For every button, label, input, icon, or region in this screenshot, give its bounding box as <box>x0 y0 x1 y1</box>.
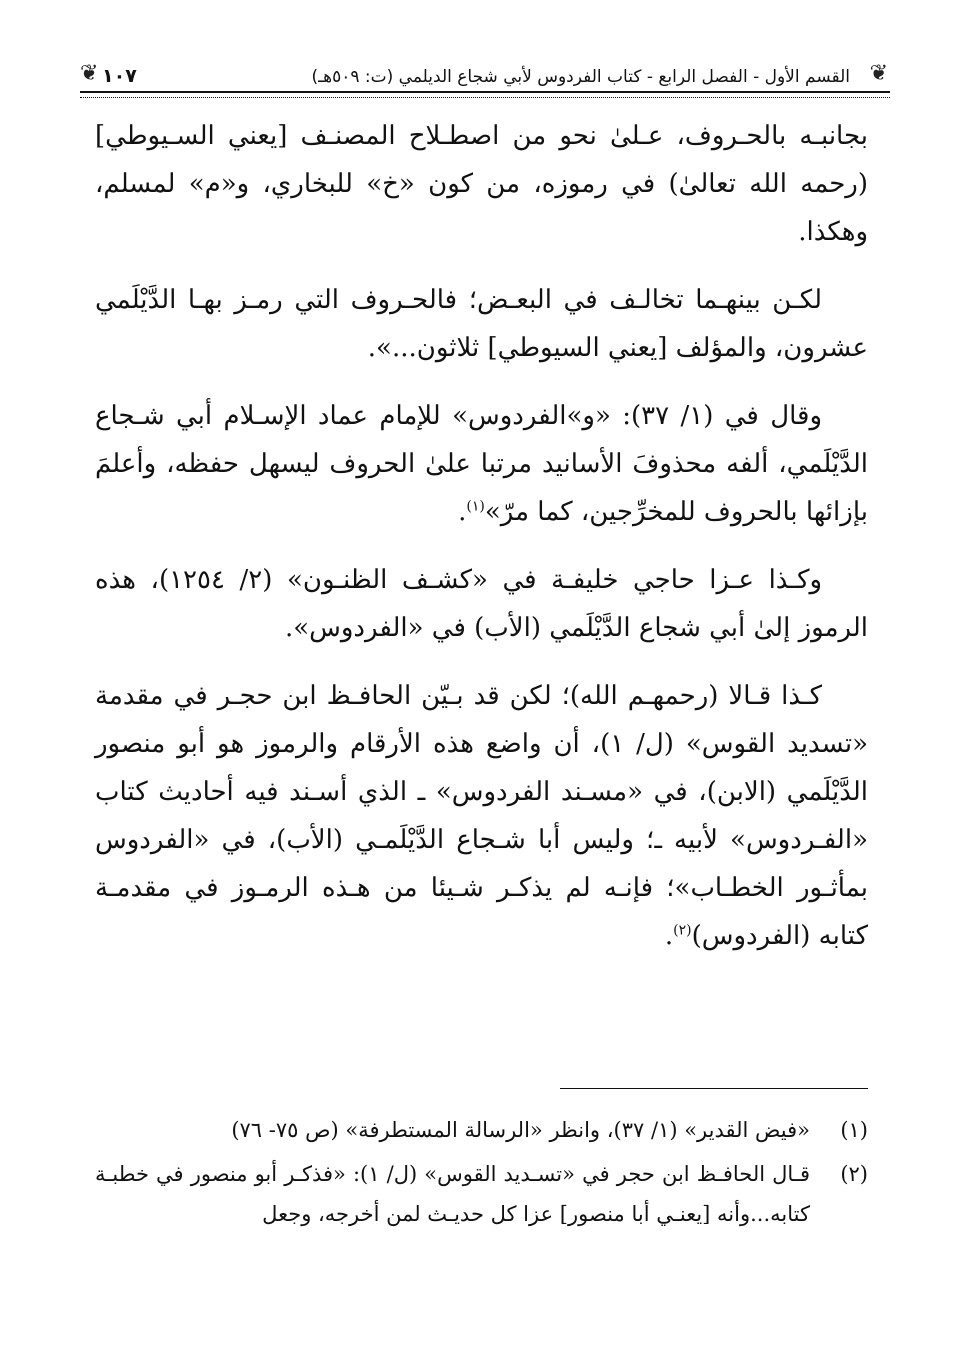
footnote-text: «فيض القدير» (١/ ٣٧)، وانظر «الرسالة المستطرفة» (ص ٧٥- ٧٦) <box>231 1118 810 1142</box>
header-title: القسم الأول - الفصل الرابع - كتاب الفردوس لأبي شجاع الديلمي (ت: ٥٠٩هـ) <box>311 67 850 87</box>
main-text <box>95 112 868 980</box>
footnote-2 <box>95 1154 868 1234</box>
footnote-number: (١) <box>840 1118 868 1142</box>
paragraph-5: كـذا قـالا (رحمهـم الله)؛ لكن قد بـيّن الحافـظ ابن حجـر في مقدمة «تسديد القوس» (ل/ ١)، أن واضع هذه الأرقام والرموز هو أبو منصور الدَّيْلَمي (الابن)، في «مسـند الفردوس» ـ الذي أسـند فيه أحاديث كتاب «الفـردوس» لأبيه ـ؛ وليس أبا شـجاع الدَّيْلَمـي (الأب)، في «الفردوس بمأثـور الخطـاب»؛ فإنـه لم يذكـر شـيئا من هـذه الرمـوز في مقدمـة كتابه (الفردوس)$^{(٢)}$. <box>95 681 868 951</box>
footnote-separator <box>560 1088 868 1089</box>
header-ornament-left-icon: ❦ <box>80 61 99 86</box>
running-header <box>80 55 890 97</box>
paragraph-2: لكـن بينهـما تخالـف في البعـض؛ فالحـروف التي رمـز بهـا الدَّيْلَمي عشرون، والمؤلف [يعني السيوطي] ثلاثون...». <box>95 285 868 363</box>
footnotes <box>95 1110 868 1238</box>
footnote-ref-2[interactable]: (٢) <box>673 922 692 939</box>
header-ornament-right-icon: ❦ <box>869 61 888 86</box>
paragraph-3: وقال في (١/ ٣٧): «و»الفردوس» للإمام عماد الإسـلام أبي شـجاع الدَّيْلَمي، ألفه محذوفَ الأسانيد مرتبا علىٰ الحروف ليسهل حفظه، وأعلمَ بإزائها بالحروف للمخرِّجين، كما مرّ»$^{(١)}$. <box>95 401 868 527</box>
footnote-number: (٢) <box>840 1162 868 1186</box>
paragraph-4: وكـذا عـزا حاجي خليفـة في «كشـف الظنـون» (٢/ ١٢٥٤)، هذه الرموز إلىٰ أبي شجاع الدَّيْلَمي (الأب) في «الفردوس». <box>95 565 868 643</box>
paragraph-1: بجانبـه بالحـروف، عـلىٰ نحو من اصطـلاح المصنـف [يعني السـيوطي] (رحمه الله تعالىٰ) في رموزه، من كون «خ» للبخاري، و«م» لمسلم، وهكذا. <box>95 121 868 247</box>
footnote-ref-1[interactable]: (١) <box>466 498 485 515</box>
footnote-1 <box>95 1110 868 1150</box>
page-number: ١٠٧ <box>102 65 137 87</box>
footnote-text: قـال الحافـظ ابن حجر في «تسـديد القوس» (ل/ ١): «فذكـر أبو منصور في خطبـة كتابه...وأنه [يعنـي أبا منصور] عزا كل حديـث لمن أخرجه، وجعل <box>95 1162 810 1226</box>
header-rule <box>80 91 890 98</box>
